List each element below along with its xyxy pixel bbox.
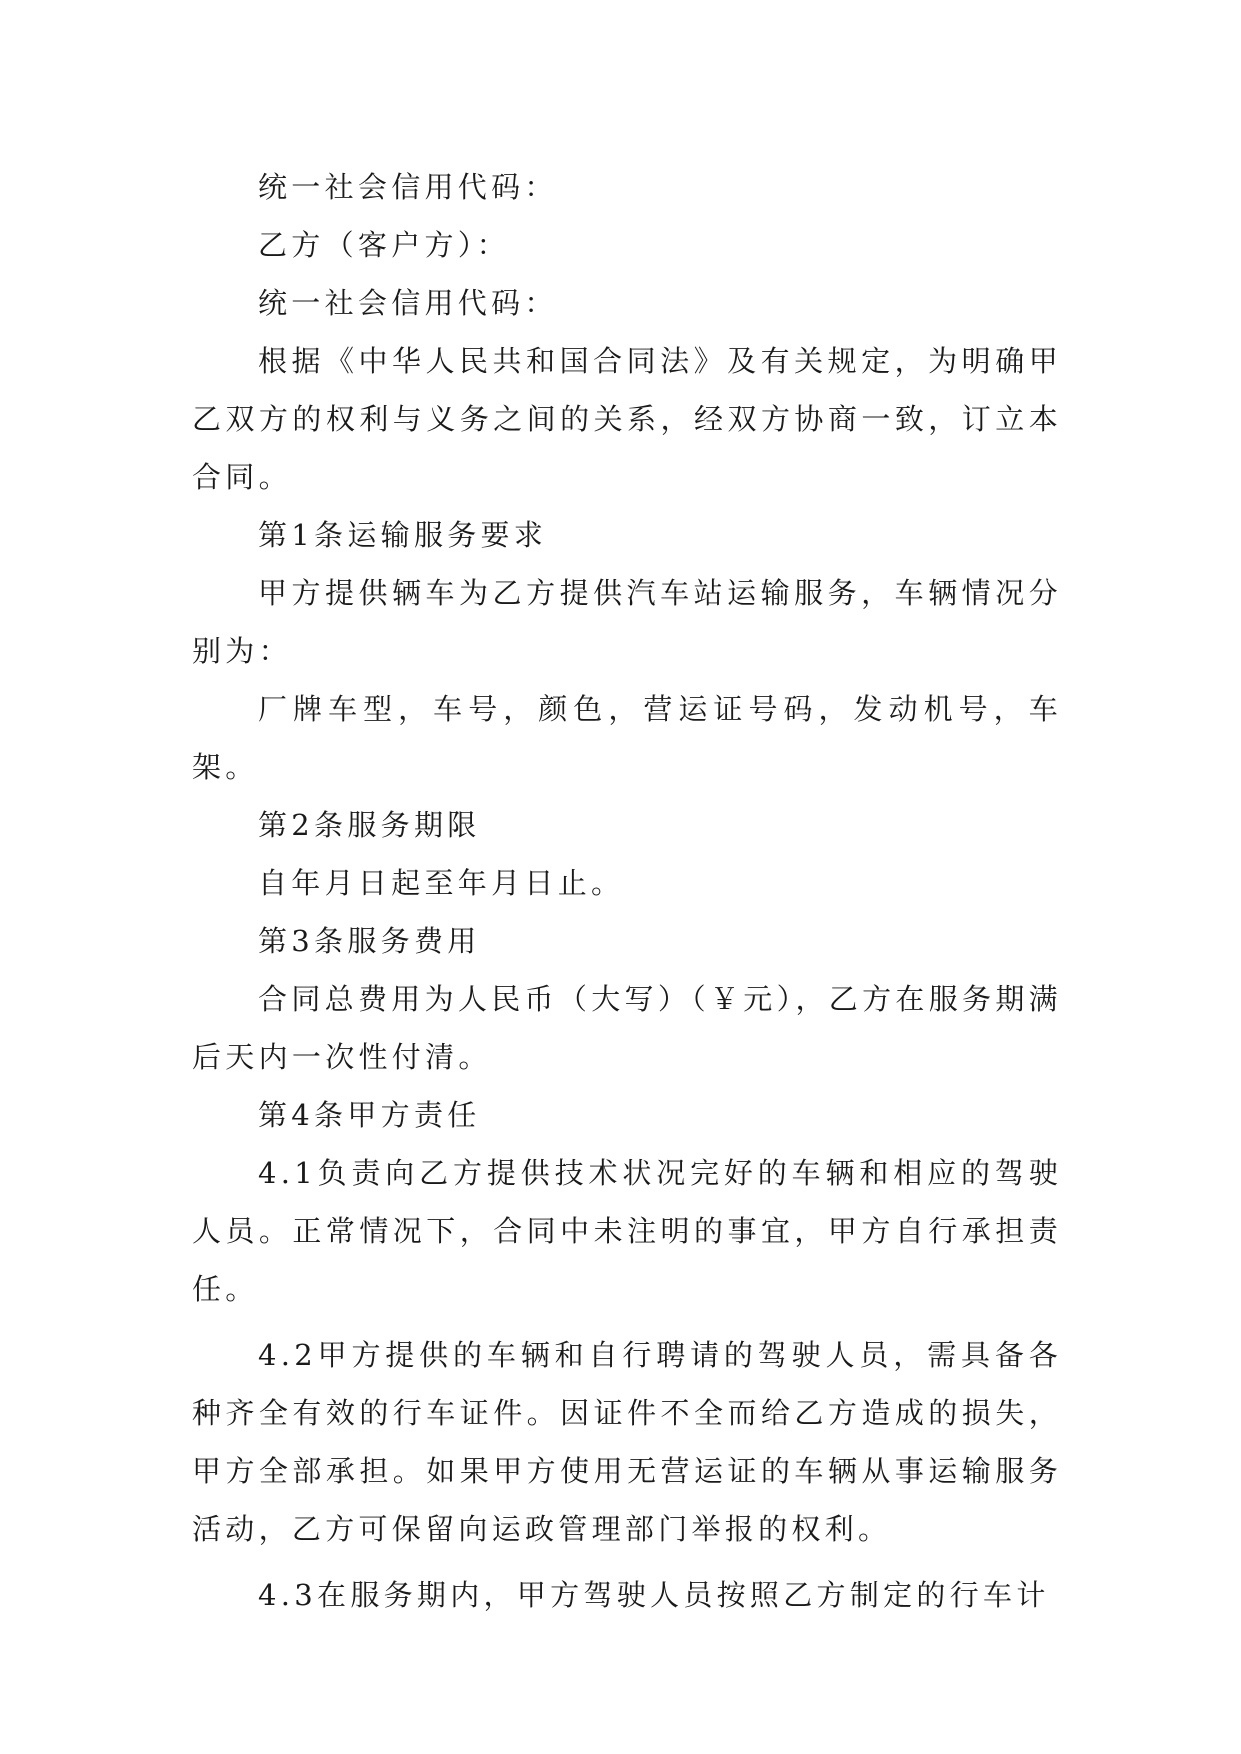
document-page bbox=[192, 158, 1062, 1624]
article-1-body: 甲方提供辆车为乙方提供汽车站运输服务，车辆情况分别为： bbox=[192, 576, 1062, 668]
article-1-heading: 第1条运输服务要求 bbox=[258, 518, 548, 552]
party-b-label: 乙方（客户方）： bbox=[258, 228, 510, 262]
article-3-heading: 第3条服务费用 bbox=[258, 924, 481, 958]
article-2-body: 自年月日起至年月日止。 bbox=[258, 866, 625, 900]
party-a-credit-code-label: 统一社会信用代码： bbox=[258, 170, 558, 204]
party-b-credit-code-label: 统一社会信用代码： bbox=[258, 286, 558, 320]
vehicle-info-line: 厂牌车型，车号，颜色，营运证号码，发动机号，车架。 bbox=[192, 692, 1062, 784]
preamble-paragraph: 根据《中华人民共和国合同法》及有关规定，为明确甲乙双方的权利与义务之间的关系，经双方协商一致，订立本合同。 bbox=[192, 344, 1062, 494]
article-2-heading: 第2条服务期限 bbox=[258, 808, 481, 842]
clause-4-3: 4.3在服务期内，甲方驾驶人员按照乙方制定的行车计 bbox=[258, 1578, 1050, 1612]
clause-4-2: 4.2甲方提供的车辆和自行聘请的驾驶人员，需具备各种齐全有效的行车证件。因证件不全而给乙方造成的损失，甲方全部承担。如果甲方使用无营运证的车辆从事运输服务活动，乙方可保留向运政管理部门举报的权利。 bbox=[192, 1338, 1062, 1546]
article-4-heading: 第4条甲方责任 bbox=[258, 1098, 481, 1132]
clause-4-1: 4.1负责向乙方提供技术状况完好的车辆和相应的驾驶人员。正常情况下，合同中未注明的事宜，甲方自行承担责任。 bbox=[192, 1156, 1062, 1306]
article-3-body: 合同总费用为人民币（大写）（￥元），乙方在服务期满后天内一次性付清。 bbox=[192, 982, 1062, 1074]
